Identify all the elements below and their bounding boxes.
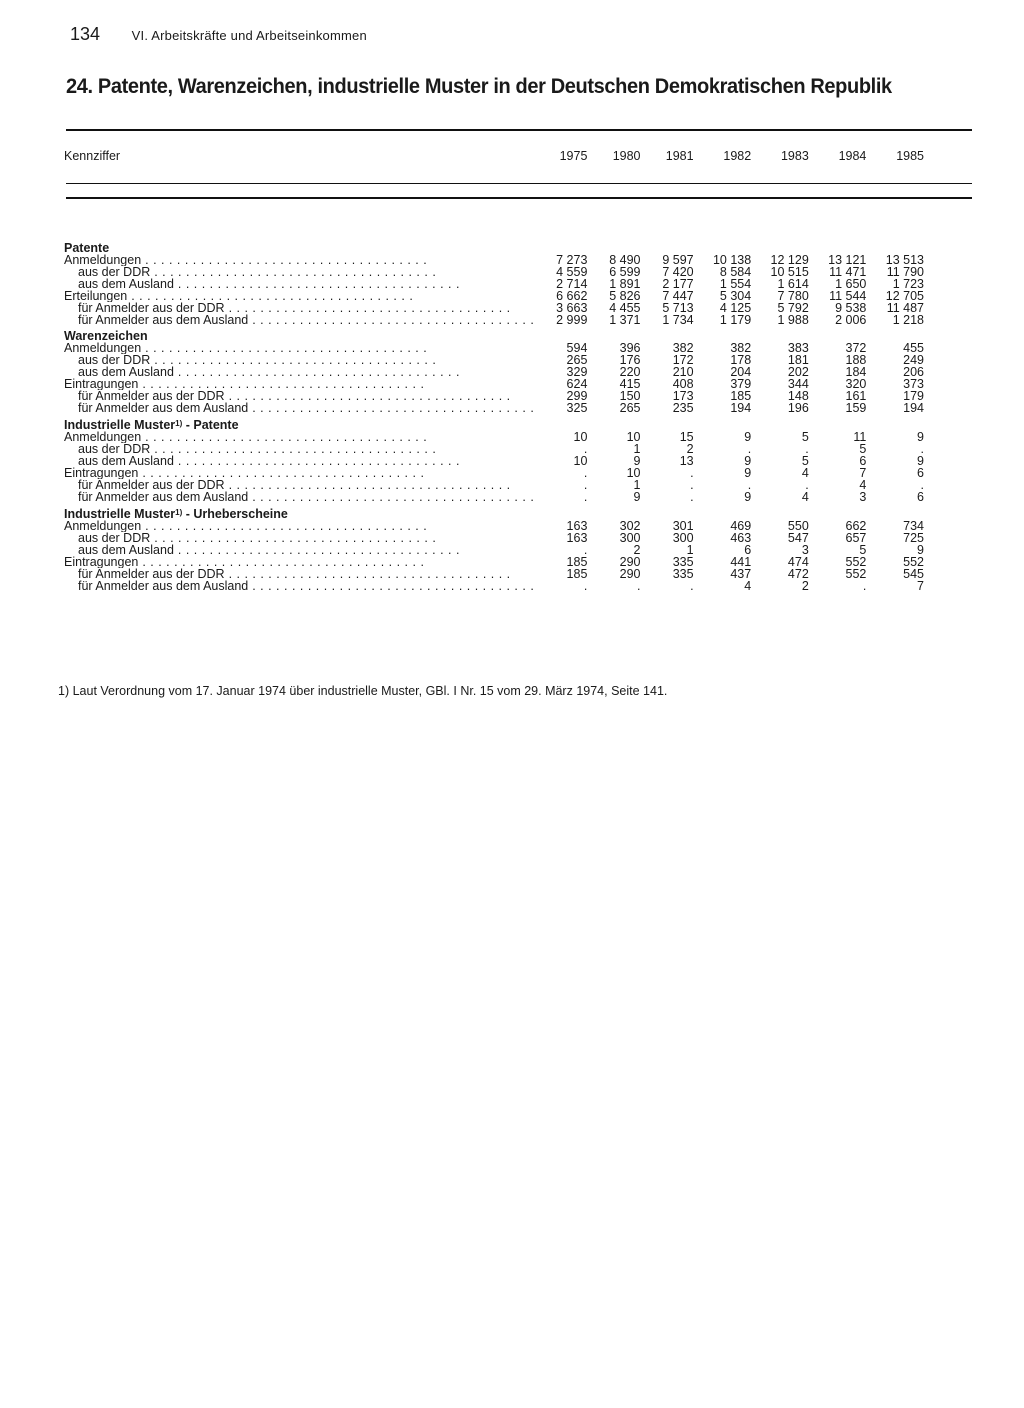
cell-value: 1 554	[719, 277, 752, 291]
table-row	[58, 532, 930, 544]
cell-value: 9	[744, 466, 752, 480]
row-label-text: Eintragungen . . .	[64, 556, 424, 568]
cell-value: 6 599	[609, 265, 641, 279]
cell-value: 441	[730, 555, 752, 569]
row-label-text: für Anmelder aus dem Ausland . . .	[78, 580, 534, 592]
section-heading-suffix: - Patente	[182, 418, 239, 431]
cell-value: .	[583, 543, 588, 557]
cell-value: 373	[903, 377, 924, 391]
cell-value: 300	[672, 531, 694, 545]
cell-value: 176	[619, 353, 641, 367]
cell-value: 2 006	[835, 313, 867, 327]
row-label-text: für Anmelder aus dem Ausland . . .	[78, 402, 534, 414]
column-header-kennziffer: Kennziffer	[64, 149, 121, 163]
cell-value: 594	[566, 341, 588, 355]
row-label	[58, 491, 540, 503]
cell-value: 6	[917, 490, 924, 504]
cell-value: 7 420	[662, 265, 694, 279]
cell-value: 148	[787, 389, 809, 403]
section-heading-text: Patente	[64, 241, 110, 254]
cell-value: 2 714	[556, 277, 588, 291]
section-heading-row	[58, 326, 930, 342]
cell-value: 204	[730, 365, 752, 379]
cell-value: 299	[566, 389, 588, 403]
section-heading-suffix: - Urheberscheine	[182, 507, 288, 520]
cell-value: 1 650	[835, 277, 867, 291]
cell-value: 265	[566, 353, 588, 367]
row-label	[58, 254, 540, 266]
cell-value: 300	[619, 531, 641, 545]
section-heading-row	[58, 503, 930, 520]
cell-value: 9	[633, 490, 641, 504]
cell-value: 474	[787, 555, 809, 569]
cell-value: 220	[619, 365, 641, 379]
row-label-text: aus dem Ausland . . .	[78, 278, 460, 290]
cell-value: 185	[566, 555, 588, 569]
section-heading-row	[58, 414, 930, 431]
cell-value: 210	[672, 365, 694, 379]
cell-value: 6	[744, 543, 752, 557]
row-label	[58, 479, 540, 491]
cell-value: 12 705	[885, 289, 924, 303]
cell-value: 9	[744, 430, 752, 444]
column-header-year: 1975	[559, 149, 588, 163]
cell-value: 547	[787, 531, 809, 545]
cell-value: 7 273	[556, 253, 588, 267]
cell-value: 10 515	[770, 265, 809, 279]
cell-value: 325	[566, 401, 588, 415]
cell-value: 335	[672, 567, 694, 581]
cell-value: 11 790	[886, 265, 924, 279]
cell-value: 179	[903, 389, 924, 403]
cell-value: 469	[730, 519, 752, 533]
cell-value: 5	[859, 442, 867, 456]
cell-value: 6	[917, 466, 924, 480]
row-label-text: aus der DDR . . .	[78, 443, 436, 455]
cell-value: 415	[619, 377, 641, 391]
row-label	[58, 443, 540, 455]
cell-value: 7	[917, 579, 924, 593]
cell-value: .	[637, 579, 641, 593]
row-label-text: für Anmelder aus der DDR . . .	[78, 390, 511, 402]
cell-value: 734	[903, 519, 924, 533]
cell-value: 7 447	[662, 289, 694, 303]
cell-value: 10 138	[712, 253, 752, 267]
cell-value: .	[583, 579, 588, 593]
cell-value: 11 487	[886, 301, 924, 315]
cell-value: 1 179	[719, 313, 752, 327]
cell-value: 173	[672, 389, 694, 403]
cell-value: 184	[845, 365, 867, 379]
cell-value: 408	[672, 377, 694, 391]
cell-value: 329	[566, 365, 588, 379]
cell-value: 5	[859, 543, 867, 557]
cell-value: .	[747, 478, 752, 492]
section-heading-text: Industrielle Muster	[64, 507, 176, 520]
cell-value: 624	[566, 377, 588, 391]
row-label-text: aus dem Ausland . . .	[78, 544, 460, 556]
cell-value: 4	[801, 490, 809, 504]
cell-value: 7 780	[777, 289, 809, 303]
table-row	[58, 402, 930, 414]
table-row	[58, 467, 930, 479]
cell-value: 13 121	[828, 253, 867, 267]
cell-value: 1	[686, 543, 694, 557]
cell-value: 265	[619, 401, 641, 415]
cell-value: 725	[903, 531, 924, 545]
cell-value: 13	[679, 454, 694, 468]
cell-value: 15	[679, 430, 694, 444]
cell-value: 550	[787, 519, 809, 533]
cell-value: 11 471	[829, 265, 867, 279]
section-heading-text: Industrielle Muster	[64, 418, 176, 431]
table-row	[58, 431, 930, 443]
row-label-text: aus der DDR . . .	[78, 266, 436, 278]
row-label	[58, 556, 540, 568]
column-header-year: 1981	[665, 149, 694, 163]
cell-value: .	[690, 478, 694, 492]
statistics-table	[58, 150, 930, 592]
table-row	[58, 455, 930, 467]
cell-value: .	[583, 478, 588, 492]
column-header-year: 1983	[780, 149, 809, 163]
section-heading-text: Warenzeichen	[64, 329, 148, 342]
cell-value: 206	[903, 365, 924, 379]
cell-value: 159	[845, 401, 867, 415]
row-label-text: für Anmelder aus der DDR . . .	[78, 568, 511, 580]
row-label	[58, 302, 540, 314]
row-label-text: Anmeldungen . . .	[64, 520, 427, 532]
cell-value: .	[747, 442, 752, 456]
cell-value: 9 597	[662, 253, 694, 267]
footnote-marker: 1)	[175, 419, 183, 428]
cell-value: 1 891	[609, 277, 641, 291]
cell-value: 11 544	[829, 289, 867, 303]
row-label	[58, 278, 540, 290]
cell-value: 4 125	[719, 301, 752, 315]
cell-value: 4	[859, 478, 867, 492]
row-label-text: für Anmelder aus der DDR . . .	[78, 302, 511, 314]
cell-value: 9	[744, 454, 752, 468]
cell-value: 9	[633, 454, 641, 468]
table-row	[58, 314, 930, 326]
row-label	[58, 467, 540, 479]
cell-value: 1 614	[777, 277, 809, 291]
row-label-text: Anmeldungen . . .	[64, 254, 427, 266]
row-label	[58, 342, 540, 354]
cell-value: 8 584	[719, 265, 752, 279]
cell-value: 10	[626, 430, 641, 444]
row-label	[58, 402, 540, 414]
cell-value: 3	[859, 490, 867, 504]
cell-value: 9 538	[835, 301, 867, 315]
cell-value: 172	[672, 353, 694, 367]
cell-value: .	[583, 466, 588, 480]
cell-value: 5	[801, 430, 809, 444]
cell-value: 6	[859, 454, 867, 468]
cell-value: 150	[619, 389, 641, 403]
cell-value: 657	[845, 531, 867, 545]
row-label	[58, 266, 540, 278]
cell-value: 552	[903, 555, 924, 569]
cell-value: 382	[730, 341, 752, 355]
cell-value: 372	[845, 341, 867, 355]
cell-value: 2	[633, 543, 641, 557]
section-heading	[58, 414, 930, 431]
cell-value: 181	[787, 353, 809, 367]
cell-value: 1 371	[609, 313, 641, 327]
row-label	[58, 378, 540, 390]
cell-value: 235	[672, 401, 694, 415]
cell-value: 5 713	[662, 301, 694, 315]
row-label	[58, 568, 540, 580]
row-label	[58, 532, 540, 544]
cell-value: 2	[801, 579, 809, 593]
cell-value: .	[690, 490, 694, 504]
section-heading	[58, 503, 930, 520]
cell-value: .	[805, 478, 809, 492]
cell-value: 4	[744, 579, 752, 593]
cell-value: .	[583, 490, 588, 504]
cell-value: 9	[917, 543, 924, 557]
cell-value: .	[583, 442, 588, 456]
cell-value: 383	[787, 341, 809, 355]
cell-value: 10	[573, 430, 588, 444]
row-label	[58, 290, 540, 302]
cell-value: .	[862, 579, 867, 593]
top-rule	[66, 129, 972, 131]
table-row	[58, 580, 930, 592]
cell-value: 8 490	[609, 253, 641, 267]
cell-value: 1 723	[892, 277, 924, 291]
cell-value: 545	[903, 567, 924, 581]
page-number: 134	[70, 24, 101, 44]
cell-value: 552	[845, 567, 867, 581]
row-label-text: aus dem Ausland . . .	[78, 455, 460, 467]
row-label-text: Eintragungen . . .	[64, 467, 424, 479]
cell-value: 1	[633, 442, 641, 456]
row-label-text: für Anmelder aus der DDR . . .	[78, 479, 511, 491]
cell-value: 5 792	[777, 301, 809, 315]
cell-value: 11	[853, 430, 867, 444]
cell-value: 1 988	[777, 313, 809, 327]
cell-value: 320	[845, 377, 867, 391]
row-label	[58, 580, 540, 592]
row-label-text: Anmeldungen . . .	[64, 342, 427, 354]
cell-value: 344	[787, 377, 809, 391]
cell-value: 552	[845, 555, 867, 569]
column-header-year: 1982	[723, 149, 752, 163]
row-label-text: Anmeldungen . . .	[64, 431, 427, 443]
table-row	[58, 479, 930, 491]
cell-value: 1	[633, 478, 641, 492]
cell-value: .	[920, 478, 924, 492]
cell-value: 249	[903, 353, 924, 367]
cell-value: 194	[730, 401, 752, 415]
page-header	[70, 24, 367, 45]
row-label-text: aus dem Ausland . . .	[78, 366, 460, 378]
cell-value: 2 999	[556, 313, 588, 327]
cell-value: 437	[730, 567, 752, 581]
cell-value: 2 177	[662, 277, 694, 291]
row-label	[58, 354, 540, 366]
cell-value: 5 304	[719, 289, 752, 303]
cell-value: 196	[787, 401, 809, 415]
column-header-year: 1980	[612, 149, 641, 163]
row-label	[58, 314, 540, 326]
cell-value: 379	[730, 377, 752, 391]
cell-value: 290	[619, 567, 641, 581]
row-label-text: für Anmelder aus dem Ausland . . .	[78, 314, 534, 326]
row-label-text: aus der DDR . . .	[78, 354, 436, 366]
cell-value: 301	[672, 519, 694, 533]
row-label	[58, 390, 540, 402]
cell-value: 2	[686, 442, 694, 456]
cell-value: 194	[903, 401, 924, 415]
cell-value: .	[920, 442, 924, 456]
table-row	[58, 568, 930, 580]
cell-value: 161	[845, 389, 867, 403]
cell-value: 5	[801, 454, 809, 468]
cell-value: 202	[787, 365, 809, 379]
cell-value: 6 662	[556, 289, 588, 303]
cell-value: 10	[626, 466, 641, 480]
cell-value: 163	[566, 519, 588, 533]
row-label-text: aus der DDR . . .	[78, 532, 436, 544]
cell-value: 178	[730, 353, 752, 367]
row-label-text: Erteilungen . . .	[64, 290, 413, 302]
table-row	[58, 443, 930, 455]
cell-value: 472	[787, 567, 809, 581]
cell-value: 3 663	[556, 301, 588, 315]
cell-value: .	[690, 466, 694, 480]
cell-value: 185	[566, 567, 588, 581]
cell-value: 9	[744, 490, 752, 504]
running-title: VI. Arbeitskräfte und Arbeitseinkommen	[131, 28, 367, 43]
cell-value: 463	[730, 531, 752, 545]
section-heading	[58, 326, 930, 342]
cell-value: 4	[801, 466, 809, 480]
column-header-year: 1984	[838, 149, 867, 163]
footnote-marker: 1)	[175, 508, 183, 517]
row-label	[58, 366, 540, 378]
cell-value: 13 513	[885, 253, 924, 267]
cell-value: 10	[573, 454, 588, 468]
cell-value: 7	[859, 466, 867, 480]
table-row	[58, 491, 930, 503]
cell-value: 163	[566, 531, 588, 545]
row-label-text: Eintragungen . . .	[64, 378, 424, 390]
table-title: 24. Patente, Warenzeichen, industrielle Muster in der Deutschen Demokratischen Republik	[66, 74, 892, 98]
cell-value: 9	[917, 430, 924, 444]
cell-value: 335	[672, 555, 694, 569]
cell-value: 382	[672, 341, 694, 355]
section-heading	[58, 238, 930, 254]
table-body	[58, 186, 930, 592]
cell-value: 290	[619, 555, 641, 569]
cell-value: 3	[801, 543, 809, 557]
cell-value: 4 559	[556, 265, 588, 279]
row-label	[58, 455, 540, 467]
cell-value: 455	[903, 341, 924, 355]
cell-value: 1 218	[892, 313, 924, 327]
section-heading-row	[58, 238, 930, 254]
cell-value: .	[805, 442, 809, 456]
cell-value: .	[690, 579, 694, 593]
cell-value: 5 826	[609, 289, 641, 303]
cell-value: 188	[845, 353, 867, 367]
cell-value: 185	[730, 389, 752, 403]
row-label-text: für Anmelder aus dem Ausland . . .	[78, 491, 534, 503]
row-label	[58, 544, 540, 556]
cell-value: 302	[619, 519, 641, 533]
cell-value: 1 734	[662, 313, 694, 327]
cell-value: 396	[619, 341, 641, 355]
column-header-year: 1985	[896, 149, 924, 163]
cell-value: 12 129	[770, 253, 809, 267]
cell-value: 662	[845, 519, 867, 533]
cell-value: 4 455	[609, 301, 641, 315]
row-label	[58, 520, 540, 532]
row-label	[58, 431, 540, 443]
footnote: 1) Laut Verordnung vom 17. Januar 1974 über industrielle Muster, GBl. I Nr. 15 vom 29. März 1974, Seite 141.	[58, 684, 668, 698]
table-header	[58, 150, 930, 186]
cell-value: 9	[917, 454, 924, 468]
